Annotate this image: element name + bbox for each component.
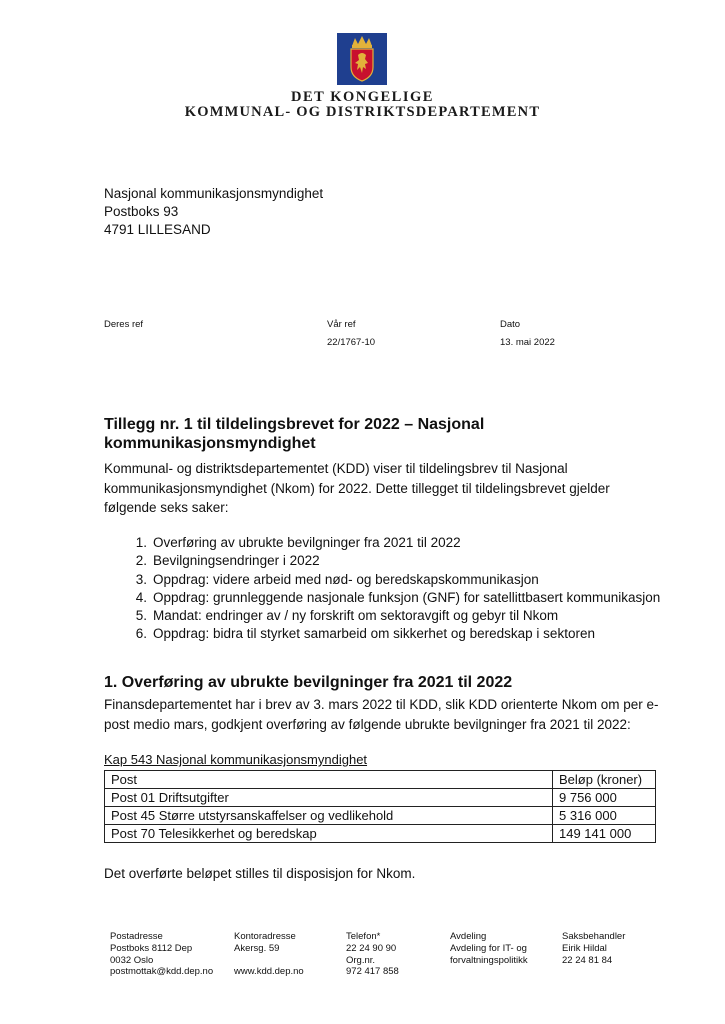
list-item: 4. Oppdrag: grunnleggende nasjonale funksjon (GNF) for satellittbasert kommunikasjon	[135, 589, 661, 605]
department-name-line1: DET KONGELIGE	[291, 89, 434, 105]
list-item: 1. Overføring av ubrukte bevilgninger fra 2021 til 2022	[135, 535, 461, 550]
intro-paragraph	[104, 459, 644, 518]
letter-title-line1: Tillegg nr. 1 til tildelingsbrevet for 2022 – Nasjonal	[104, 416, 485, 433]
list-item: 5. Mandat: endringer av / ny forskrift om sektoravgift og gebyr til Nkom	[135, 608, 559, 624]
intro-line: følgende seks saker:	[104, 500, 229, 515]
table-cell-amount: 149 141 000	[553, 825, 656, 843]
var-ref-value: 22/1767-10	[327, 337, 376, 348]
dato-label: Dato	[500, 319, 521, 330]
table-cell-post: Post 01 Driftsutgifter	[105, 789, 553, 807]
table-header-amount: Beløp (kroner)	[553, 771, 656, 789]
case-list	[104, 534, 660, 644]
footer-avdeling: Avdeling Avdeling for IT- og forvaltningspolitikk	[450, 931, 528, 966]
department-name-line2: KOMMUNAL- OG DISTRIKTSDEPARTEMENT	[184, 104, 541, 120]
table-cell-amount: 5 316 000	[553, 807, 656, 825]
section1-paragraph	[104, 695, 664, 734]
norway-coat-of-arms-icon	[337, 33, 387, 85]
closing-text: Det overførte beløpet stilles til disposisjon for Nkom.	[104, 866, 416, 881]
letter-title	[104, 415, 624, 453]
intro-line: Kommunal- og distriktsdepartementet (KDD) viser til tildelingsbrev til Nasjonal	[104, 461, 568, 476]
var-ref-label: Vår ref	[327, 319, 356, 330]
table-cell-post: Post 70 Telesikkerhet og beredskap	[105, 825, 553, 843]
list-item: 2. Bevilgningsendringer i 2022	[135, 553, 320, 569]
letter-title-line2: kommunikasjonsmyndighet	[104, 435, 316, 452]
list-item: 6. Oppdrag: bidra til styrket samarbeid om sikkerhet og beredskap i sektoren	[135, 626, 595, 642]
dato-value: 13. mai 2022	[500, 337, 555, 348]
section1-line: post medio mars, godkjent overføring av følgende ubrukte bevilgninger fra 2021 til 2022:	[104, 716, 631, 732]
footer-website-link[interactable]: www.kdd.dep.no	[234, 966, 304, 978]
deres-ref-label: Deres ref	[104, 319, 144, 330]
intro-line: kommunikasjonsmyndighet (Nkom) for 2022. Dette tillegget til tildelingsbrevet gjelder	[104, 480, 610, 496]
recipient-address-line1: Postboks 93	[104, 204, 179, 219]
footer-kontoradresse: Kontoradresse Akersg. 59 www.kdd.dep.no	[234, 931, 304, 978]
list-item: 3. Oppdrag: videre arbeid med nød- og beredskapskommunikasjon	[135, 571, 539, 587]
table-row	[105, 789, 656, 807]
table-row	[105, 807, 656, 825]
table-cell-post: Post 45 Større utstyrsanskaffelser og vedlikehold	[105, 807, 553, 825]
footer-email-link[interactable]: postmottak@kdd.dep.no	[110, 966, 214, 978]
section1-heading: 1. Overføring av ubrukte bevilgninger fra 2021 til 2022	[104, 674, 513, 691]
table-cell-amount: 9 756 000	[553, 789, 656, 807]
table-header-row	[105, 771, 656, 789]
table-header-post: Post	[105, 771, 553, 789]
footer-saksbehandler: Saksbehandler Eirik Hildal 22 24 81 84	[562, 931, 626, 966]
footer-postadresse: Postadresse Postboks 8112 Dep 0032 Oslo postmottak@kdd.dep.no	[110, 931, 214, 978]
recipient-address-line2: 4791 LILLESAND	[104, 222, 211, 237]
table-caption: Kap 543 Nasjonal kommunikasjonsmyndighet	[104, 752, 368, 767]
allocation-table	[104, 770, 656, 843]
recipient-name: Nasjonal kommunikasjonsmyndighet	[104, 186, 324, 201]
table-row	[105, 825, 656, 843]
section1-line: Finansdepartementet har i brev av 3. mars 2022 til KDD, slik KDD orienterte Nkom om per e-	[104, 697, 659, 712]
footer-telefon: Telefon* 22 24 90 90 Org.nr. 972 417 858	[346, 931, 399, 978]
